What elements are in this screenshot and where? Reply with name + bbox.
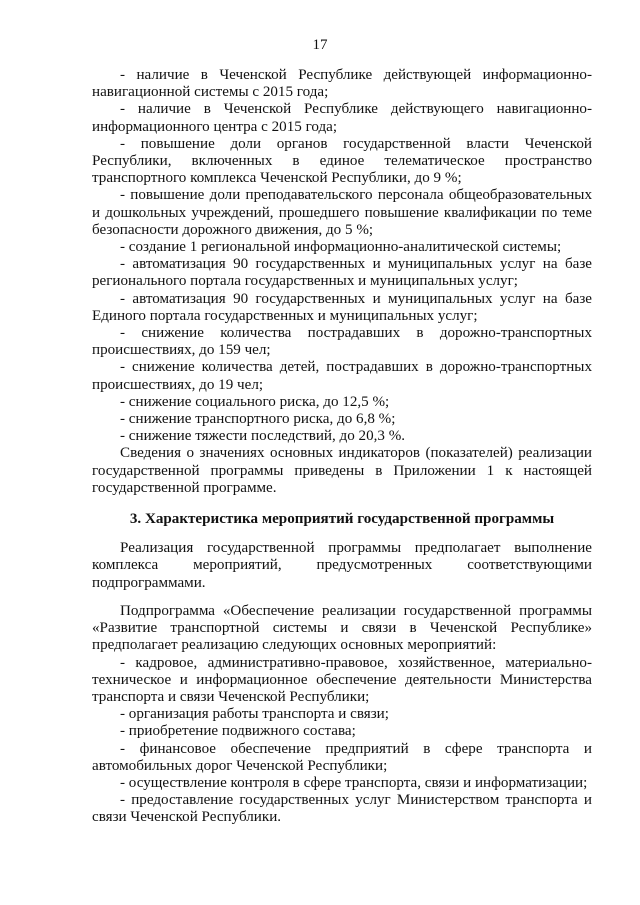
section-heading: 3. Характеристика мероприятий государственной программы (129, 511, 555, 528)
list-item: - организация работы транспорта и связи; (120, 706, 389, 723)
list-item: - снижение социального риска, до 12,5 %; (120, 393, 390, 410)
measures-list (92, 655, 592, 827)
list-item: - автоматизация 90 государственных и муниципальных услуг на базе Единого портала государственных и муниципальных услуг; (92, 290, 592, 324)
section-intro: Реализация государственной программы предполагает выполнение комплекса мероприятий, предусмотренных соответствующими подпрограммами. (92, 540, 592, 591)
list-item: - снижение тяжести последствий, до 20,3 %. (120, 428, 406, 445)
list-item: - повышение доли органов государственной власти Чеченской Республики, включенных в единое телематическое пространство транспортного комплекса Чеченской Республики, до 9 %; (92, 135, 592, 187)
list-item: - снижение количества детей, пострадавших в дорожно-транспортных происшествиях, до 19 чел; (92, 359, 592, 393)
list-item: - создание 1 региональной информационно-аналитической системы; (120, 239, 562, 256)
list-item: - предоставление государственных услуг Министерством транспорта и связи Чеченской Республики. (92, 792, 592, 826)
summary-paragraph: Сведения о значениях основных индикаторов (показателей) реализации государственной программы приведены в Приложении 1 к настоящей государственной программе. (92, 445, 592, 496)
list-item: - осуществление контроля в сфере транспорта, связи и информатизации; (120, 774, 588, 791)
list-item: - наличие в Чеченской Республике действующего навигационно-информационного центра с 2015 года; (92, 101, 592, 135)
page-number: 17 (312, 37, 328, 53)
page-body (92, 67, 592, 827)
indicator-list (92, 67, 592, 445)
list-item: - снижение транспортного риска, до 6,8 %; (120, 411, 396, 428)
list-item: - автоматизация 90 государственных и муниципальных услуг на базе регионального портала государственных и муниципальных услуг; (92, 256, 592, 290)
list-item: - кадровое, административно-правовое, хозяйственное, материально-техническое и информационное обеспечение деятельности Министерства транспорта и связи Чеченской Республики; (92, 654, 592, 705)
list-item: - повышение доли преподавательского персонала общеобразовательных и дошкольных учреждений, прошедшего повышение квалификации по теме безопасности дорожного движения, до 5 %; (92, 187, 592, 238)
list-item: - приобретение подвижного состава; (120, 723, 356, 740)
list-item: - наличие в Чеченской Республике действующей информационно-навигационной системы с 2015 года; (92, 67, 592, 101)
list-item: - снижение количества пострадавших в дорожно-транспортных происшествиях, до 159 чел; (92, 325, 592, 359)
subprogram-paragraph: Подпрограмма «Обеспечение реализации государственной программы «Развитие транспортной системы и связи в Чеченской Республике» предполагает реализацию следующих основных мероприятий: (92, 602, 592, 654)
list-item: - финансовое обеспечение предприятий в сфере транспорта и автомобильных дорог Чеченской Республики; (92, 740, 592, 774)
